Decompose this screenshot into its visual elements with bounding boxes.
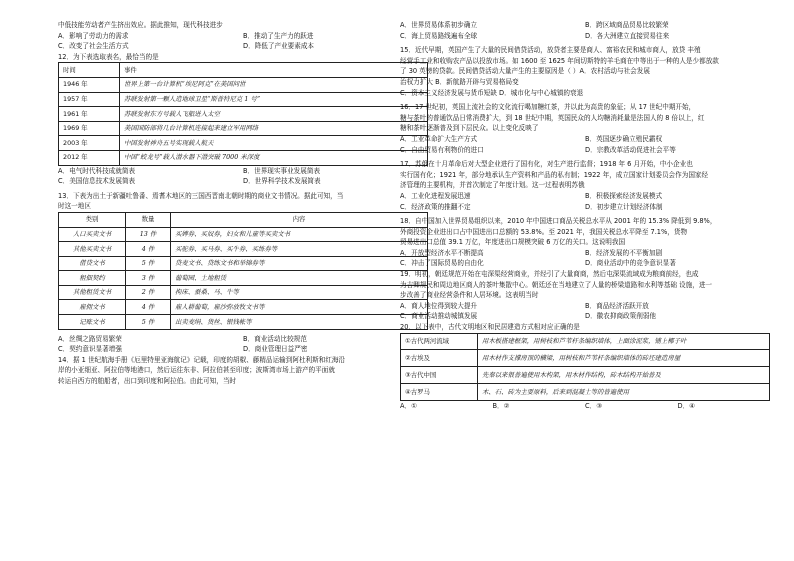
table-cell: ②古埃及: [401, 350, 478, 367]
q16-option-b[interactable]: B．英国逐步确立殖民霸权: [585, 134, 663, 143]
q20-option-a[interactable]: A．①: [400, 401, 418, 410]
q19-line-1: 19．明初，朝廷规范开始在屯深渠经营商业，并经引了大量商商，然后屯深渠流域成为粮商前经，也成: [400, 270, 699, 279]
table-header-row: [59, 63, 428, 78]
q20-option-d[interactable]: D．④: [677, 401, 696, 410]
table-cell: 用木板搭建框架，用树枝和芦苇杆条编织墙体，上面涂泥浆，铺上椰子叶: [478, 333, 770, 350]
table-cell: ③古代中国: [401, 367, 478, 384]
q19-option-c[interactable]: C．商业活动推动城镇发展: [400, 312, 478, 321]
table-row: [59, 136, 428, 151]
q19-options-row-1: [400, 301, 770, 312]
left-column: [58, 20, 428, 387]
q16-option-d[interactable]: D．宗教改革活动促进社会平等: [585, 145, 676, 154]
q14-option-a[interactable]: A．世界贸易体系初步确立: [400, 21, 478, 29]
q18-line-1: 18．自中国加入世界贸易组织以来，2010 年中国进口商品关税总水平从 2001 年的 15.3% 降低到 9.8%，: [400, 217, 717, 226]
q14-option-d[interactable]: D．各大洲建立直接贸易往来: [585, 31, 670, 40]
table-cell: 4 件: [126, 300, 171, 315]
table-cell: 1946 年: [59, 77, 120, 92]
table-cell: 记账文书: [59, 315, 126, 330]
q19-line-2: 为吉卿规民和周边地区商人的茶叶集散中心。朝廷还在当地建立了人量的桥梁道路和水利等基础 设施，进一: [400, 280, 713, 289]
q17-options-row-1: [400, 191, 770, 202]
q19-options-row-2: [400, 311, 770, 322]
q18-line-3: 贸易进出口总值 39.1 万亿，年度进出口规模突破 6 万亿的关口。这说明我国: [400, 238, 626, 247]
q17-option-b[interactable]: B．积极探索经济发展模式: [585, 191, 663, 200]
table-cell: 人口买卖文书: [59, 227, 126, 242]
q12-options-row-1: [58, 166, 428, 177]
q18-option-d[interactable]: D．商业活动中的竞争意识显著: [585, 259, 676, 268]
q18-options-row-2: [400, 258, 770, 269]
table-row: [59, 315, 428, 330]
q14-stem-line-3: 转运自西方的舶船者，出口到印度和阿拉伯。由此可知，当时: [58, 377, 237, 386]
q14-options-row-1: [400, 20, 770, 31]
table-row: [401, 350, 770, 367]
table-cell: 雇人耕葡萄，雇沙弥放牧文书等: [171, 300, 428, 315]
q19-line-3: 步改善了商业经营条件和人居环境。这表明当时: [400, 291, 539, 300]
table-cell: 雇佣文书: [59, 300, 126, 315]
q16-options-row-2: [400, 145, 770, 156]
q13-options-row-1: [58, 334, 428, 345]
q14-options-row-2: [400, 31, 770, 42]
q13-option-d[interactable]: D．商业管理日益严密: [243, 345, 308, 354]
q20-option-c[interactable]: C．③: [585, 401, 603, 410]
table-header-cell: 事件: [120, 63, 428, 78]
table-row: [401, 333, 770, 350]
table-cell: 2 件: [126, 285, 171, 300]
q12-option-c[interactable]: C．美国信息技术发展简表: [58, 177, 136, 186]
q16-options-row-1: [400, 134, 770, 145]
q12-option-d[interactable]: D．世界科学技术发展简表: [243, 177, 321, 186]
table-cell: 买婢券、买奴券，妇女和儿童等买卖文书: [171, 227, 428, 242]
table-cell: 2012 年: [59, 150, 120, 165]
q18-option-a[interactable]: A．开放型经济水平不断提高: [400, 248, 484, 257]
q17-option-c[interactable]: C．经济政策的推翻不定: [400, 202, 471, 211]
table-row: [59, 256, 428, 271]
table-cell: 中国“蛟龙号”载人潜水器下潜突破 7000 米深度: [120, 150, 428, 165]
q16-option-c[interactable]: C．自由贸易有利物价的进口: [400, 145, 484, 154]
table-cell: 借贷文书: [59, 256, 126, 271]
q19-option-a[interactable]: A．商人地位得到较大提升: [400, 301, 478, 310]
table-header-cell: 类别: [59, 212, 126, 227]
q12-table: [58, 62, 428, 165]
q20-table: [400, 333, 770, 401]
table-cell: 5 件: [126, 315, 171, 330]
right-column: [400, 20, 770, 411]
table-cell: 中国发射神舟五号实现载人航天: [120, 136, 428, 151]
table-header-row: [59, 212, 428, 227]
q17-option-a[interactable]: A．工业化进程发展迅速: [400, 191, 471, 200]
q19-option-d[interactable]: D．徽农抑商政策削弱他: [585, 312, 657, 321]
table-cell: 苏联发射第一颗人造地球卫星“斯普特尼克 1 号”: [120, 92, 428, 107]
q13-stem-line-2: 时这一地区: [58, 202, 91, 211]
table-cell: ④古罗马: [401, 384, 478, 401]
q12-stem: 12．为下表选取表名，最恰当的是: [58, 52, 159, 61]
table-cell: 13 件: [126, 227, 171, 242]
q11-option-a[interactable]: A．影响了劳动力的需求: [58, 31, 129, 40]
table-header-cell: 时间: [59, 63, 120, 78]
table-cell: 其他买卖文书: [59, 242, 126, 257]
table-cell: 1969 年: [59, 121, 120, 136]
table-header-cell: 数量: [126, 212, 171, 227]
q11-option-d[interactable]: D．降低了产业要素成本: [243, 42, 315, 51]
q15-line-1: 15．近代早期，英国产生了大量的民间借贷活动，放贷者主要是商人、富裕农民和城市商人，放贷 丰殖: [400, 46, 701, 55]
table-cell: 贷麦文书、贷练文书和举锦券等: [171, 256, 428, 271]
q20-option-b[interactable]: B．②: [492, 401, 510, 410]
table-cell: 苏联发射东方号载人飞船进入太空: [120, 107, 428, 122]
table-cell: 租佃契约: [59, 271, 126, 286]
table-cell: 其他租赁文书: [59, 285, 126, 300]
q18-option-b[interactable]: B．经济发展的不平衡加剧: [585, 248, 663, 257]
q20-stem: 20．以下表中，古代文明地区和民居建造方式相对应正确的是: [400, 323, 580, 332]
q15-line-3: 了 30 英镑的贷款。民间借贷活动大量产生的主要原因是（ ）A．农村活动与社会发展: [400, 67, 650, 76]
table-cell: 5 件: [126, 256, 171, 271]
q14-stem-line-2: 岸的小亚细亚、阿拉伯等地港口，然后运往东非、阿拉伯甚至印度；波斯湾市场上游产的平面就: [58, 366, 335, 375]
q13-options-row-2: [58, 344, 428, 355]
table-cell: 用木材作支撑房顶的横梁，用树枝和芦苇杆条编织墙体的砖坯建造房屋: [478, 350, 770, 367]
q17-line-3: 济管理的主要机构，并首次制定了年度计划。这一过程表明苏俄: [400, 181, 585, 190]
table-cell: 3 件: [126, 271, 171, 286]
q12-option-b[interactable]: B．世界现实事业发展简表: [243, 166, 321, 175]
q13-stem-line-1: 13．下表为出土于新疆吐鲁番、焉耆木地区的三国西晋南北朝时期的商业文书情况。据此可知，当: [58, 191, 344, 200]
q15-line-4[interactable]: 治权力扩大 B．新航路开辟与贸易格局变: [400, 77, 519, 86]
table-row: [59, 77, 428, 92]
q15-line-5[interactable]: C．资本主义经济发展与货币短缺 D．城市化与中心城镇的衰退: [400, 88, 584, 97]
q12-options-row-2: [58, 176, 428, 187]
q19-option-b[interactable]: B．商品经济活跃开放: [585, 301, 649, 310]
q16-option-a[interactable]: A．工业革命扩大生产方式: [400, 134, 478, 143]
q13-option-c[interactable]: C．契约意识显著增强: [58, 345, 122, 354]
q12-option-a[interactable]: A．电气时代科技成就简表: [58, 166, 136, 175]
table-cell: 买驼券、买马券、买牛券、买练券等: [171, 242, 428, 257]
q17-option-d[interactable]: D．初步建立计划经济体制: [585, 202, 663, 211]
table-cell: 1961 年: [59, 107, 120, 122]
table-cell: 出卖麦绢、货丝、银钱帐等: [171, 315, 428, 330]
q18-line-2: 外商投资企业进出口占中国进出口总额的 53.8%。至 2021 年，我国关税总水平降至 7.1%，货物: [400, 227, 688, 236]
q11-option-b[interactable]: B．推动了生产力的跃进: [243, 31, 314, 40]
table-cell: 拘床、蚕桑、马、牛等: [171, 285, 428, 300]
q17-options-row-2: [400, 202, 770, 213]
table-cell: 先秦以来很普遍使用木构架，用木材作结构，砖木结构开始普及: [478, 367, 770, 384]
table-row: [59, 242, 428, 257]
q18-options-row-1: [400, 248, 770, 259]
table-header-cell: 内容: [171, 212, 428, 227]
q14-option-c[interactable]: C．海上贸易路线遍布全球: [400, 31, 478, 40]
q16-line-1: 16．17 世纪初，英国上流社会的文化流行喝加糖红茶，并以此为高贵的象征；从 17 世纪中期开始，: [400, 103, 696, 112]
q17-line-2: 实行国有化；1921 年，部分地承认生产资料和产品的私有制；1922 年，成立国家计划委员会作为国家经: [400, 170, 709, 179]
table-cell: ①古代两河流域: [401, 333, 478, 350]
table-cell: 美国国防部将几台计算机连接起来建立军用网络: [120, 121, 428, 136]
q14-stem-line-1: 14．据 1 世纪航海手册《厄里特里亚海航记》记载，印度的胡椒、藤精品运输到阿杜利斯和红海沿: [58, 355, 346, 364]
q15-line-2: 经营手工业和收购农产品以投放市场。如 1600 至 1625 年间切斯特的羊毛商在中等出于一种的人是少都放款: [400, 56, 719, 65]
q11-stem: 中低技能劳动者产生挤出效应。据此推知，现代科技进步: [58, 21, 223, 29]
q16-line-2: 糖与茶叶的普通饮品日常消费扩大，到 18 世纪中期，英国民众的人均糖消耗量是法国人的 8 倍以上，红: [400, 113, 705, 122]
q11-options-row-2: [58, 41, 428, 52]
table-row: [59, 227, 428, 242]
q16-line-3: 糖和茶叶逐渐普及到下层民众。以上变化反映了: [400, 124, 539, 133]
table-row: [59, 121, 428, 136]
table-row: [59, 300, 428, 315]
table-cell: 2003 年: [59, 136, 120, 151]
table-cell: 世界上第一台计算机“埃尼阿克”在美国问世: [120, 77, 428, 92]
q14-option-b[interactable]: B．跨区域商品贸易比较繁荣: [585, 21, 669, 29]
table-cell: 4 件: [126, 242, 171, 257]
q20-options-row: [400, 401, 770, 412]
table-cell: 葡萄园、土地租赁: [171, 271, 428, 286]
q11-options-row-1: [58, 31, 428, 42]
q13-option-a[interactable]: A．丝绸之路贸易繁荣: [58, 334, 122, 343]
q18-option-c[interactable]: C．冲击了国际贸易的自由化: [400, 259, 484, 268]
q13-table: [58, 212, 428, 330]
table-row: [59, 271, 428, 286]
table-cell: 1957 年: [59, 92, 120, 107]
table-row: [59, 285, 428, 300]
table-row: [401, 367, 770, 384]
table-row: [59, 150, 428, 165]
table-cell: 木、石、砖为主要原料，后来到混凝土等的普遍使用: [478, 384, 770, 401]
table-row: [401, 384, 770, 401]
q17-line-1: 17．苏俄在十月革命后对大型企业进行了国有化，对生产进行监督；1918 年 6 月开始，中小企业也: [400, 160, 693, 169]
table-row: [59, 92, 428, 107]
table-row: [59, 107, 428, 122]
q11-option-c[interactable]: C．改变了社会生活方式: [58, 42, 129, 51]
q13-option-b[interactable]: B．商业活动比较规范: [243, 334, 307, 343]
